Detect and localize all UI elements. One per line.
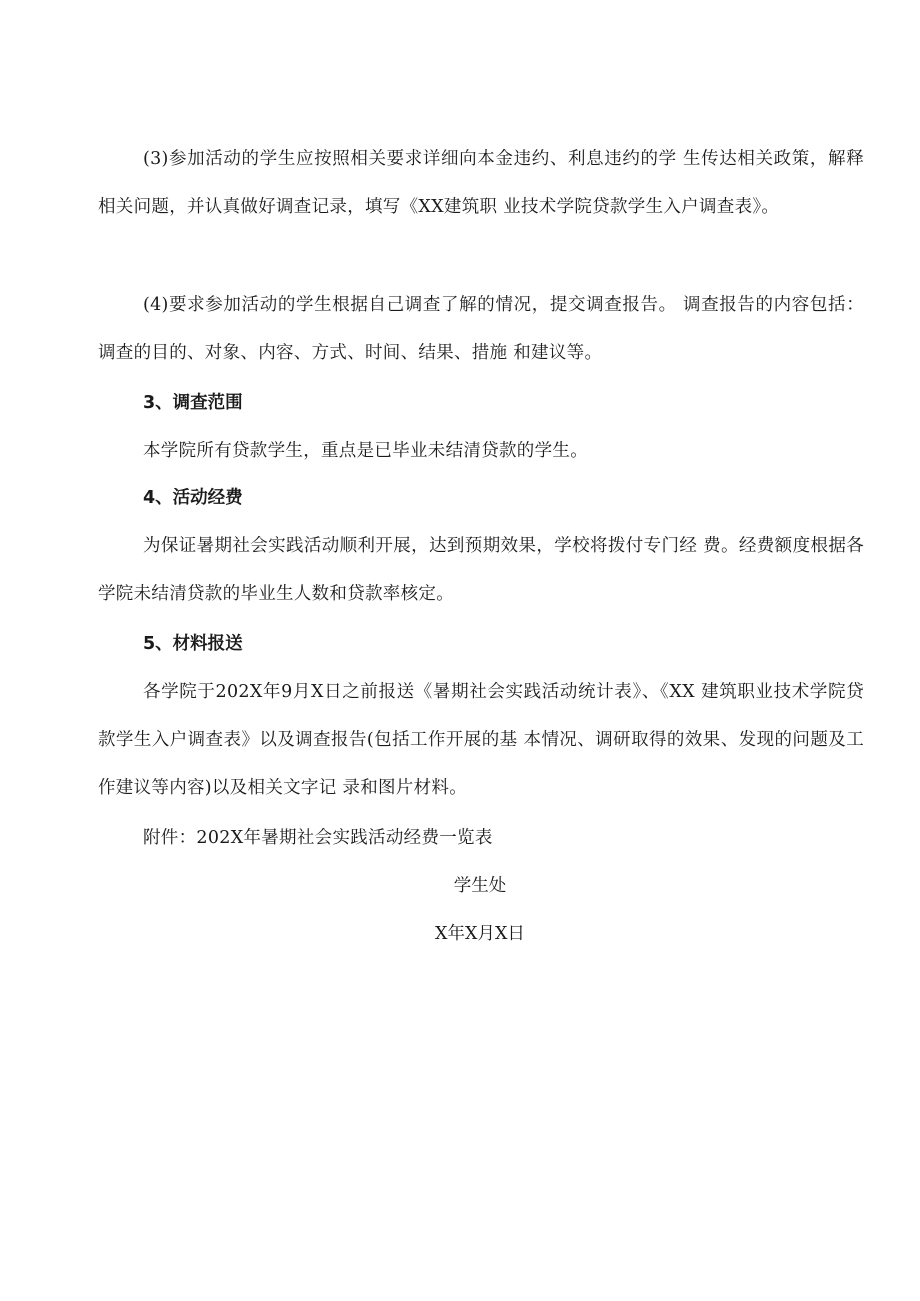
paragraph-item-3: (3)参加活动的学生应按照相关要求详细向本金违约、利息违约的学 生传达相关政策，解释相关问题，并认真做好调查记录，填写《XX建筑职 业技术学院贷款学生入户调查表》。 [98,149,864,217]
paragraph-scope: 本学院所有贷款学生，重点是已毕业未结清贷款的学生。 [143,441,588,461]
signature-department: 学生处 [453,876,507,896]
paragraph-item-4: (4)要求参加活动的学生根据自己调查了解的情况，提交调查报告。 调查报告的内容包括：调查的目的、对象、内容、方式、时间、结果、措施 和建议等。 [98,295,864,363]
paragraph-materials: 各学院于202X年9月X日之前报送《暑期社会实践活动统计表》、《XX 建筑职业技术学院贷款学生入户调查表》以及调查报告(包括工作开展的基 本情况、调研取得的效果、发现的问题及工作建议等内容)以及相关文字记 录和图片材料。 [98,682,864,798]
attachment-line: 附件：202X年暑期社会实践活动经费一览表 [143,828,493,848]
heading-funds: 4、活动经费 [143,488,243,508]
paragraph-funds: 为保证暑期社会实践活动顺利开展，达到预期效果，学校将拨付专门经 费。经费额度根据各学院未结清贷款的毕业生人数和贷款率核定。 [98,536,864,604]
heading-materials: 5、材料报送 [143,634,243,654]
heading-scope: 3、调查范围 [143,393,243,413]
signature-date: X年X月X日 [435,924,525,944]
